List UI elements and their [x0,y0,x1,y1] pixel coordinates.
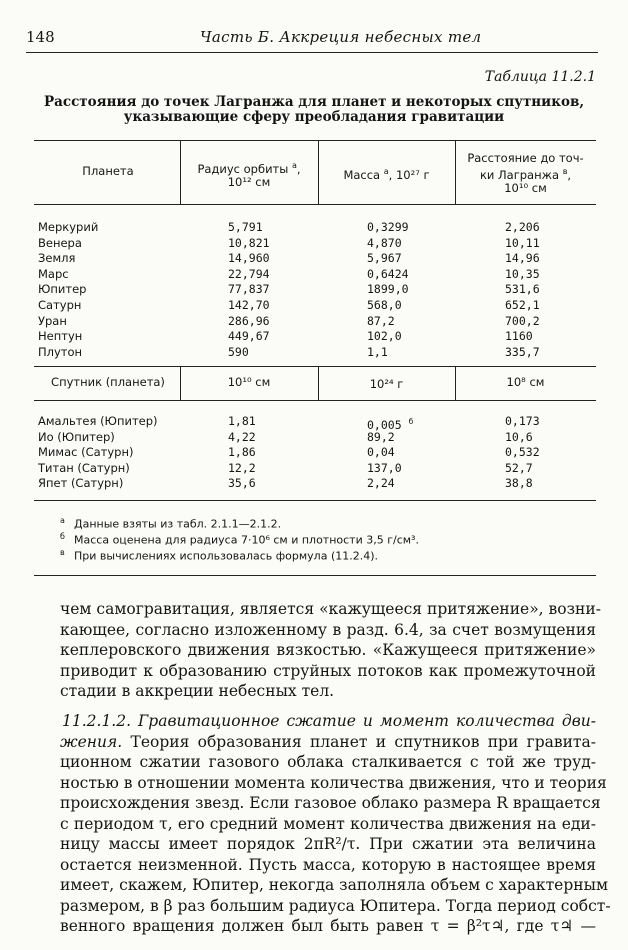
lagrange-value: 0,173 [505,414,540,428]
footnote-text: При вычислениях использовалась формула (11.2.4). [74,549,379,563]
column-header-unit: , 10²⁷ г [388,167,430,182]
table-row [38,298,598,314]
table-title [30,95,598,125]
page-header [0,0,628,58]
table-footnotes [60,513,419,561]
planet-name: Марс [38,266,69,281]
text-line: венного вращения должен был быть равен τ = β²τ♃, где τ♃ — [60,917,596,935]
sat-header-lagrange: 10⁸ см [506,375,545,389]
footnote-mark: в [562,167,568,176]
column-header-planet [36,165,180,178]
sat-header-name: Спутник (планета) [51,375,165,389]
column-header-unit: 10¹⁰ см [504,180,547,195]
table-row [38,476,598,492]
radius-value: 22,794 [228,266,270,281]
satellite-name: Титан (Сатурн) [38,460,130,475]
text-fragment: Теория образования планет и спутников при гравита- [130,732,596,751]
lagrange-value: 652,1 [505,297,540,312]
table-top-rule [34,140,596,141]
planet-name: Нептун [38,329,83,344]
table-row [38,445,598,461]
mass-value: 568,0 [367,297,402,312]
radius-value: 14,960 [228,251,270,266]
satellite-name: Мимас (Сатурн) [38,445,134,460]
text-line: стадии в аккреции небесных тел. [60,682,335,700]
text-line: кеплеровского движения вязкостью. «Кажущееся притяжение» [60,641,596,659]
footnote [60,529,419,545]
column-header-text: , [296,161,301,176]
text-line: ницу массы имеет порядок 2πR²/τ. При сжатии эта величина [60,835,596,853]
lagrange-value: 531,6 [505,282,540,297]
radius-value: 286,96 [228,313,270,328]
text-line: происхождения звезд. Если газовое облако размера R вращается [60,794,601,812]
footnote-mark: б [60,532,65,541]
mass-value: 89,2 [367,429,395,444]
radius-value: 10,821 [228,235,270,250]
lagrange-value: 1160 [505,329,533,344]
mass-value: 137,0 [367,460,402,475]
mass-value: 0,6424 [367,266,409,281]
radius-value: 12,2 [228,460,256,475]
table-row [38,251,598,267]
table-section-rule [34,400,596,401]
footnote [60,545,419,561]
satellite-name: Ио (Юпитер) [38,429,115,444]
footnote-text: Данные взяты из табл. 2.1.1—2.1.2. [74,517,282,531]
table-row [38,329,598,345]
radius-value: 35,6 [228,476,256,491]
table-row [38,461,598,477]
footnote-rule [34,575,596,576]
text-line: размером, в β раз большим радиуса Юпитера. Тогда период собст- [60,896,611,915]
planet-name: Земля [38,251,76,266]
planet-name: Плутон [38,344,83,359]
lagrange-value: 14,96 [505,251,540,266]
planet-name: Сатурн [38,297,82,312]
table-title-line: указывающие сферу преобладания гравитации [123,109,505,125]
satellite-name: Амальтея (Юпитер) [38,414,158,428]
text-line: остается неизменной. Пусть масса, которую в настоящее время [60,855,596,874]
mass-value: 0,3299 [367,220,409,234]
section-paragraph [60,711,611,937]
planet-rows [38,220,598,360]
table-row [38,345,598,361]
mass-value: 0,04 [367,445,395,460]
radius-value: 4,22 [228,429,256,444]
column-header-text: Радиус орбиты [197,161,289,176]
table-row [38,236,598,252]
footnote-text: Масса оценена для радиуса 7·10⁶ см и плотности 3,5 г/см³. [74,533,419,547]
body-paragraph [60,599,601,702]
lagrange-value: 335,7 [505,344,540,359]
table-row [38,220,598,236]
table-header-rule [34,204,596,205]
radius-value: 1,81 [228,414,256,428]
radius-value: 77,837 [228,282,270,297]
text-line: чем самогравитация, является «кажущееся притяжение», возни- [60,600,601,618]
column-header-lagrange: Расстояние до точ- ки Лагранжа $^в$, 10¹⁰ см [455,152,596,195]
lagrange-value: 0,532 [505,445,540,460]
footnote-mark: а [383,167,389,176]
mass-value: 1,1 [367,344,388,359]
running-title: Часть Б. Аккреция небесных тел [200,28,482,46]
page-number: 148 [26,28,55,46]
column-header-text: ки Лагранжа [479,167,560,182]
text-line: с периодом τ, его средний момент количества движения на еди- [60,814,596,833]
sat-header-mass: 10²⁴ г [369,377,404,391]
table-title-line: Расстояния до точек Лагранжа для планет и некоторых спутников, [43,94,585,110]
lagrange-value: 52,7 [505,460,533,475]
table-label: Таблица 11.2.1 [484,69,596,85]
planet-name: Юпитер [38,282,87,297]
column-header-unit: 10¹² см [227,174,271,189]
planet-name: Венера [38,235,82,250]
mass-value: 87,2 [367,313,395,328]
section-heading-cont: жения. [60,732,123,751]
text-line [60,732,596,753]
column-header-text: Масса [343,167,381,182]
satellite-rows [38,414,598,492]
table-row [38,282,598,298]
mass-value: 5,967 [367,251,402,266]
radius-value: 449,67 [228,329,270,344]
mass-number: 0,005 [367,417,402,432]
table-row [38,267,598,283]
footnote [60,513,419,529]
lagrange-value: 38,8 [505,476,533,491]
radius-value: 590 [228,344,249,359]
section-heading: 11.2.1.2. Гравитационное сжатие и момент количества дви- [62,712,596,730]
radius-value: 5,791 [228,220,263,234]
planet-name: Уран [38,313,67,328]
mass-value: 2,24 [367,476,395,491]
table-row [38,414,598,430]
sat-header-radius: 10¹⁰ см [227,375,271,389]
text-line: имеет, скажем, Юпитер, некогда заполняла объем с характерным [60,876,608,894]
column-header-radius [180,159,318,189]
table-section-rule [34,366,596,367]
planet-name: Меркурий [38,220,99,234]
mass-value: 1899,0 [367,282,409,297]
text-line: ностью в отношении момента количества движения, что и теория [60,773,607,792]
mass-value: 102,0 [367,329,402,344]
column-header-text: Планета [82,164,134,178]
lagrange-value: 2,206 [505,220,540,234]
text-line: кающее, согласно изложенному в разд. 6.4, за счет возмущения [60,620,596,639]
text-line: приводит к образованию струйных потоков как промежуточной [60,661,596,680]
header-rule [26,52,598,53]
footnote-mark: б [408,417,414,426]
footnote-mark: в [60,548,65,557]
lagrange-value: 700,2 [505,313,540,328]
radius-value: 142,70 [228,297,270,312]
lagrange-value: 10,11 [505,235,540,250]
mass-value: 4,870 [367,235,402,250]
satellite-name: Япет (Сатурн) [38,476,124,491]
text-line: ционном сжатии газового облака сталкивается с той же труд- [60,753,596,771]
table-row [38,314,598,330]
footnote-mark: а [60,516,65,525]
table-row [38,430,598,446]
lagrange-value: 10,35 [505,266,540,281]
radius-value: 1,86 [228,445,256,460]
column-header-mass [318,165,455,182]
footnote-mark: а [291,161,297,170]
lagrange-value: 10,6 [505,429,533,444]
table-bottom-rule [34,500,596,501]
column-header-text: Расстояние до точ- [467,151,584,165]
